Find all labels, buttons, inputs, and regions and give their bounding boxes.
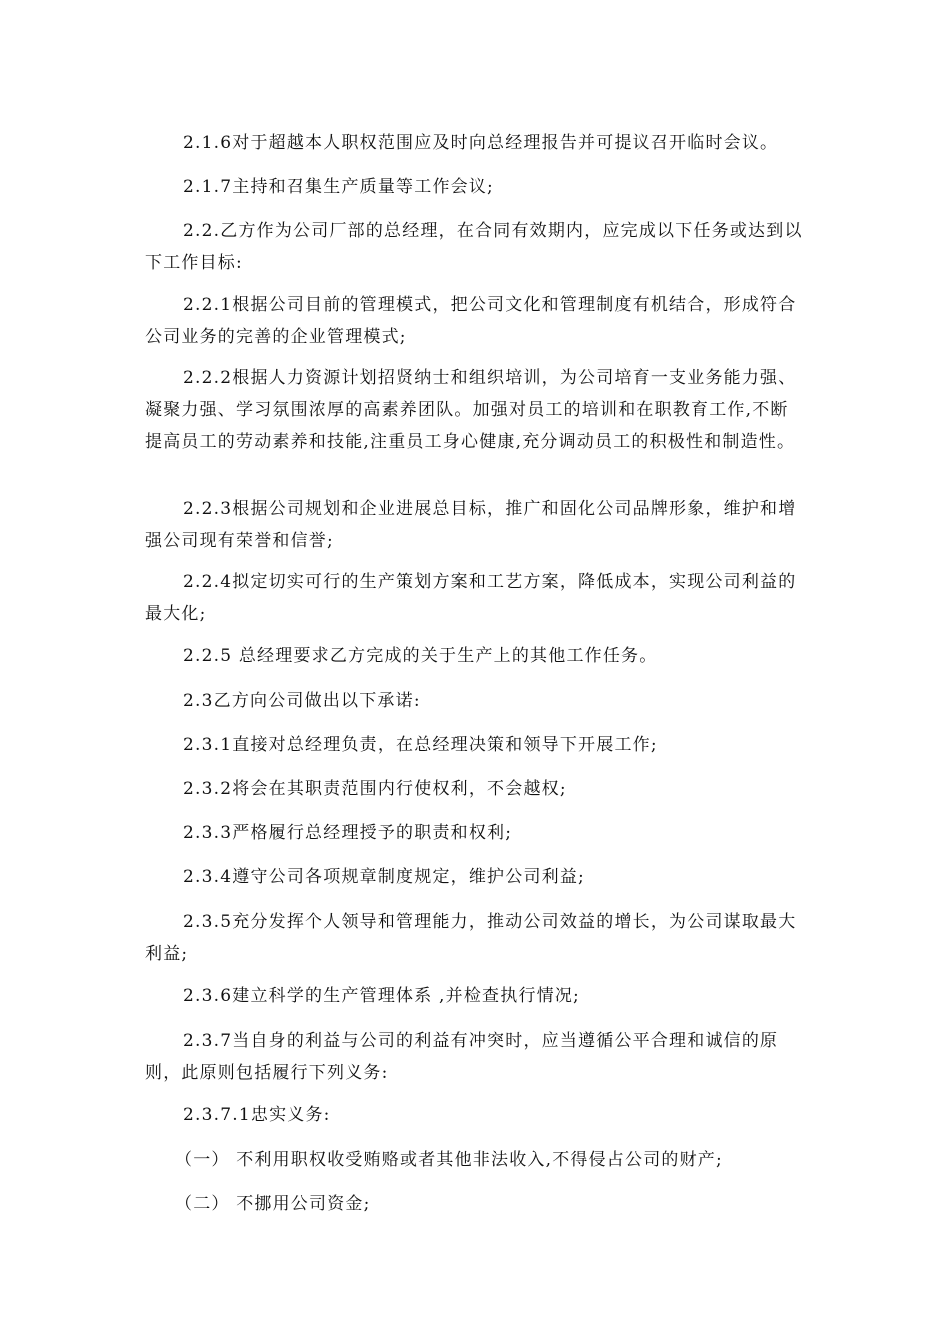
clause-2-2-2: 2.2.2根据人力资源计划招贤纳士和组织培训，为公司培育一支业务能力强、凝聚力强、学习氛围浓厚的高素养团队。加强对员工的培训和在职教育工作,不断提高员工的劳动素养和技能,注重员工身心健康,充分调动员工的积极性和制造性。 (145, 368, 797, 452)
clause-2-1-6: 2.1.6对于超越本人职权范围应及时向总经理报告并可提议召开临时会议。 (183, 133, 779, 153)
clause-2-2: 2.2.乙方作为公司厂部的总经理，在合同有效期内，应完成以下任务或达到以下工作目标: (145, 221, 803, 273)
clause-2-3-3: 2.3.3严格履行总经理授予的职责和权利; (183, 823, 513, 843)
clause-2-3: 2.3乙方向公司做出以下承诺: (183, 691, 421, 711)
clause-2-2-5: 2.2.5 总经理要求乙方完成的关于生产上的其他工作任务。 (183, 646, 658, 666)
clause-2-2-3: 2.2.3根据公司规划和企业进展总目标，推广和固化公司品牌形象，维护和增强公司现有荣誉和信誉; (145, 499, 797, 551)
clause-2-3-4: 2.3.4遵守公司各项规章制度规定，维护公司利益; (183, 867, 585, 887)
duty-item-2: （二） 不挪用公司资金; (175, 1194, 371, 1214)
clause-2-3-6: 2.3.6建立科学的生产管理体系 ,并检查执行情况; (183, 986, 580, 1006)
clause-2-2-4: 2.2.4拟定切实可行的生产策划方案和工艺方案，降低成本，实现公司利益的最大化; (145, 572, 797, 624)
clause-2-3-5: 2.3.5充分发挥个人领导和管理能力，推动公司效益的增长，为公司谋取最大利益; (145, 912, 797, 964)
clause-2-2-1: 2.2.1根据公司目前的管理模式，把公司文化和管理制度有机结合，形成符合公司业务的完善的企业管理模式; (145, 295, 797, 347)
duty-item-1: （一） 不利用职权收受贿赂或者其他非法收入,不得侵占公司的财产; (175, 1150, 723, 1170)
clause-2-3-7-1: 2.3.7.1忠实义务: (183, 1105, 331, 1125)
clause-2-3-2: 2.3.2将会在其职责范围内行使权利，不会越权; (183, 779, 567, 799)
clause-2-3-7: 2.3.7当自身的利益与公司的利益有冲突时，应当遵循公平合理和诚信的原则，此原则包括履行下列义务: (145, 1031, 779, 1083)
clause-2-1-7: 2.1.7主持和召集生产质量等工作会议; (183, 177, 494, 197)
clause-2-3-1: 2.3.1直接对总经理负责，在总经理决策和领导下开展工作; (183, 735, 658, 755)
